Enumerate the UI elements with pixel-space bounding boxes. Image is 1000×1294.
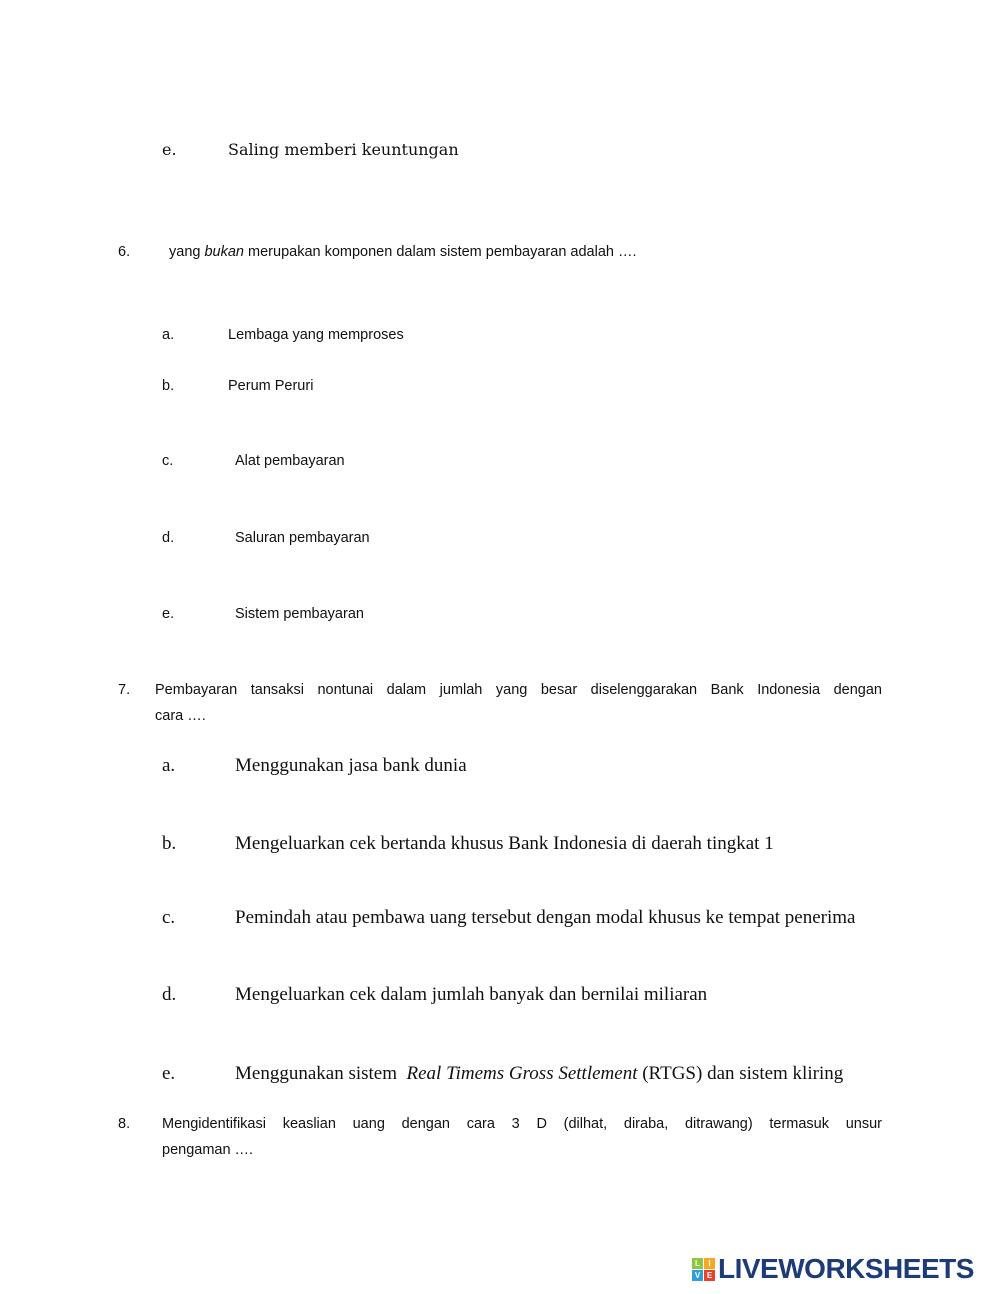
option-letter: a. [162,327,175,343]
option-letter: a. [162,755,176,776]
option-text: Saluran pembayaran [235,530,370,546]
option-text-part: (RTGS) dan sistem kliring [637,1063,844,1084]
option-letter: e. [162,606,175,622]
logo-tile: E [704,1270,715,1281]
question-text [155,677,882,729]
option-text: Perum Peruri [228,378,314,394]
logo-tile: V [692,1270,703,1281]
option-letter: b. [162,378,175,394]
option-text: Lembaga yang memproses [228,327,404,343]
option-letter: d. [162,984,177,1005]
logo-text: LIVEWORKSHEETS [718,1253,974,1284]
liveworksheets-logo [692,1253,974,1285]
question-line: Mengidentifikasi keaslian uang dengan cara 3 D (dilhat, diraba, ditrawang) termasuk unsur [162,1116,882,1132]
option-letter: b. [162,833,177,854]
option-text-part: Menggunakan sistem [235,1063,407,1084]
option-text: Menggunakan jasa bank dunia [235,755,467,776]
question-text [169,242,637,262]
question-text-part: merupakan komponen dalam sistem pembayaran adalah …. [244,244,637,260]
option-text: Sistem pembayaran [235,606,364,622]
option-text: Mengeluarkan cek bertanda khusus Bank Indonesia di daerah tingkat 1 [235,833,774,854]
question-line: cara …. [155,708,206,724]
option-letter: c. [162,907,176,928]
question-number: 7. [118,682,131,698]
question-line: Pembayaran tansaksi nontunai dalam jumlah yang besar diselenggarakan Bank Indonesia dengan [155,682,882,698]
option-letter: d. [162,530,175,546]
option-letter: e. [162,1063,176,1084]
option-text [235,1062,843,1086]
logo-tile: I [704,1258,715,1269]
question-text-part: yang [169,244,205,260]
option-emphasis: Real Timems Gross Settlement [406,1063,638,1084]
question-text [162,1111,882,1163]
question-emphasis: bukan [204,244,244,260]
option-text: Pemindah atau pembawa uang tersebut dengan modal khusus ke tempat penerima [235,907,856,928]
option-text: Saling memberi keuntungan [228,140,459,159]
question-line: pengaman …. [162,1142,254,1158]
option-letter: c. [162,453,174,469]
logo-tile: L [692,1258,703,1269]
logo-tiles-icon [692,1258,715,1281]
option-text: Mengeluarkan cek dalam jumlah banyak dan bernilai miliaran [235,984,708,1005]
option-letter: e. [162,140,177,159]
question-number: 8. [118,1116,131,1132]
question-number: 6. [118,244,131,260]
option-text: Alat pembayaran [235,453,345,469]
